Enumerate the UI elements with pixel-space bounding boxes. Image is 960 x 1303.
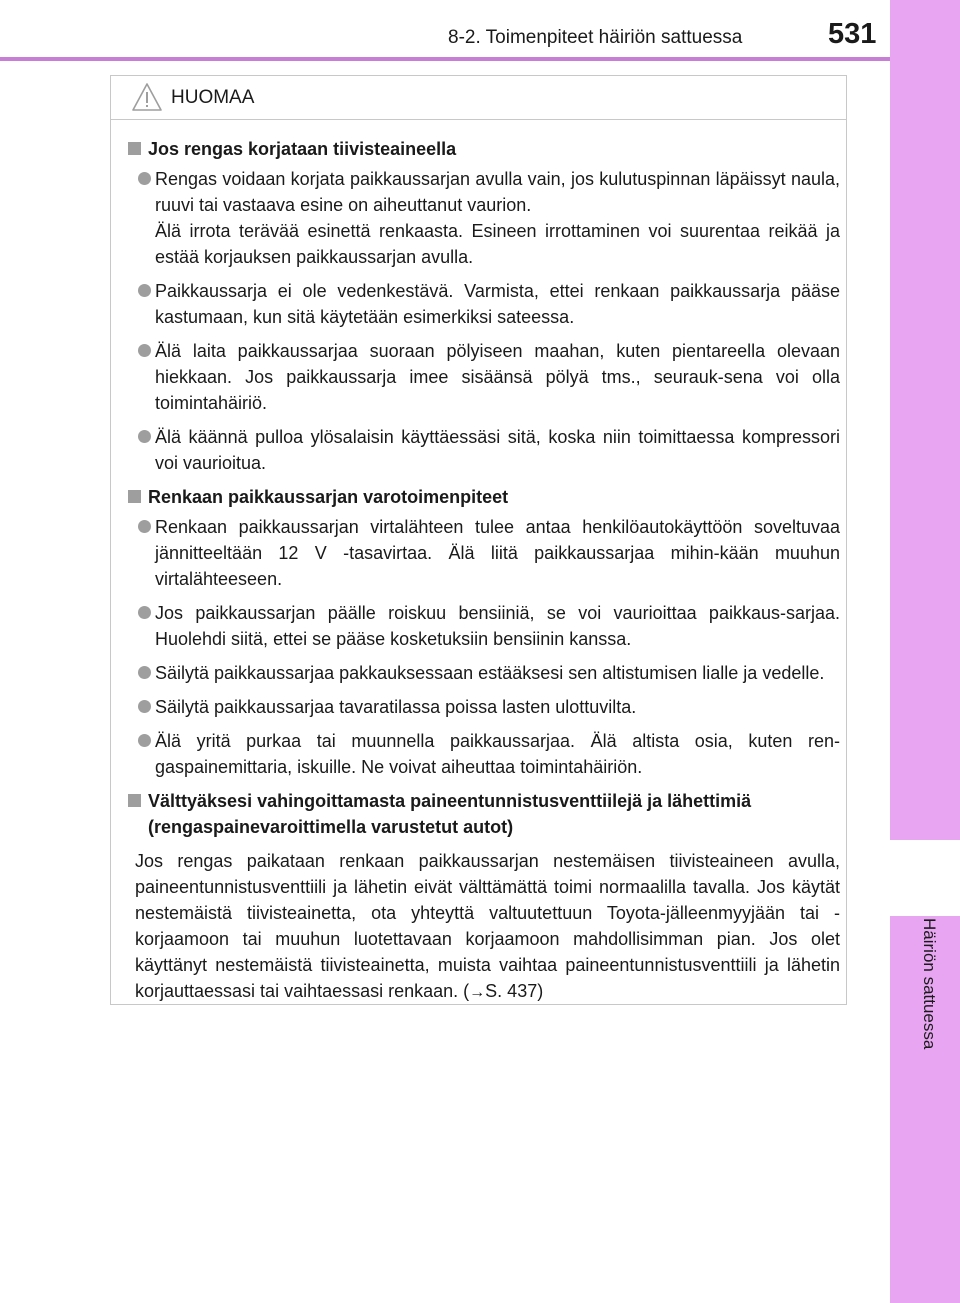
list-item: Renkaan paikkaussarjan virtalähteen tulee antaa henkilöautokäyttöön soveltuvaa jännitteeltään 12 V -tasavirtaa. Älä liitä paikkaussarjaa mihin-kään muuhun virtalähteeseen. <box>128 514 840 592</box>
page-number: 531 <box>828 18 877 50</box>
square-bullet-icon <box>128 490 141 503</box>
round-bullet-icon <box>138 172 151 185</box>
list-item: Rengas voidaan korjata paikkaussarjan avulla vain, jos kulutuspinnan läpäissyt naula, ruuvi tai vastaava esine on aiheuttanut vaurion. Älä irrota terävää esinettä renkaasta. Esineen irrottaminen voi suurentaa reikää ja estää korjauksen paikkaussarjan avulla. <box>128 166 840 270</box>
chapter-number: 8 <box>919 851 930 871</box>
section-heading: Renkaan paikkaussarjan varotoimenpiteet <box>128 484 840 510</box>
chapter-label: Häiriön sattuessa <box>920 918 939 1050</box>
list-item: Säilytä paikkaussarjaa tavaratilassa poissa lasten ulottuvilta. <box>128 694 840 720</box>
round-bullet-icon <box>138 734 151 747</box>
list-item: Älä käännä pulloa ylösalaisin käyttäessäsi sitä, koska niin toimittaessa kompressori voi vaurioitua. <box>128 424 840 476</box>
notice-box <box>110 75 847 1005</box>
list-item: Paikkaussarja ei ole vedenkestävä. Varmista, ettei renkaan paikkaussarja pääse kastumaan, kun sitä käytetään esimerkiksi sateessa. <box>128 278 840 330</box>
body-paragraph: Jos rengas paikataan renkaan paikkaussarjan nestemäisen tiivisteaineen avulla, paineentunnistusventtiili ja lähetin eivät välttämättä toimi normaalilla tavalla. Jos käytät nestemäistä tiivisteainetta, ota yhteyttä valtuutettuun Toyota-jälleenmyyjään tai -korjaamoon tai muuhun luotettavaan korjaamoon mahdollisimman pian. Jos olet käyttänyt nestemäistä tiivisteainetta, muista vaihtaa paineentunnistusventtiili ja lähetin korjauttaessasi tai vaihtaessasi renkaan. (→S. 437) <box>135 851 840 1001</box>
arrow-right-icon: → <box>469 984 486 1001</box>
round-bullet-icon <box>138 430 151 443</box>
section-heading: Jos rengas korjataan tiivisteaineella <box>128 136 840 162</box>
list-item: Jos paikkaussarjan päälle roiskuu bensiiniä, se voi vaurioittaa paikkaus-sarjaa. Huolehdi siitä, ettei se pääse kosketuksiin bensiinin kanssa. <box>128 600 840 652</box>
round-bullet-icon <box>138 666 151 679</box>
chapter-side-tab <box>890 0 960 1303</box>
header-rule <box>0 57 890 61</box>
section-header-title: 8-2. Toimenpiteet häiriön sattuessa <box>448 27 743 48</box>
square-bullet-icon <box>128 142 141 155</box>
notice-header <box>111 76 846 120</box>
round-bullet-icon <box>138 284 151 297</box>
square-bullet-icon <box>128 794 141 807</box>
warning-triangle-icon <box>131 82 163 112</box>
list-item: Säilytä paikkaussarjaa pakkauksessaan estääksesi sen altistumisen lialle ja vedelle. <box>128 660 840 686</box>
list-item: Älä laita paikkaussarjaa suoraan pölyiseen maahan, kuten pientareella olevaan hiekkaan. Jos paikkaussarja imee sisäänsä pölyä tms., seurauk-sena voi olla toimintahäiriö. <box>128 338 840 416</box>
notice-title: HUOMAA <box>171 87 255 108</box>
notice-content <box>128 136 840 1006</box>
round-bullet-icon <box>138 606 151 619</box>
round-bullet-icon <box>138 700 151 713</box>
round-bullet-icon <box>138 344 151 357</box>
list-item: Älä yritä purkaa tai muunnella paikkaussarjaa. Älä altista osia, kuten ren-gaspainemittaria, iskuille. Ne voivat aiheuttaa toimintahäiriön. <box>128 728 840 780</box>
round-bullet-icon <box>138 520 151 533</box>
section-heading: Välttyäksesi vahingoittamasta paineentunnistusventtiilejä ja lähettimiä (rengaspainevaroittimella varustetut autot) <box>128 788 840 840</box>
